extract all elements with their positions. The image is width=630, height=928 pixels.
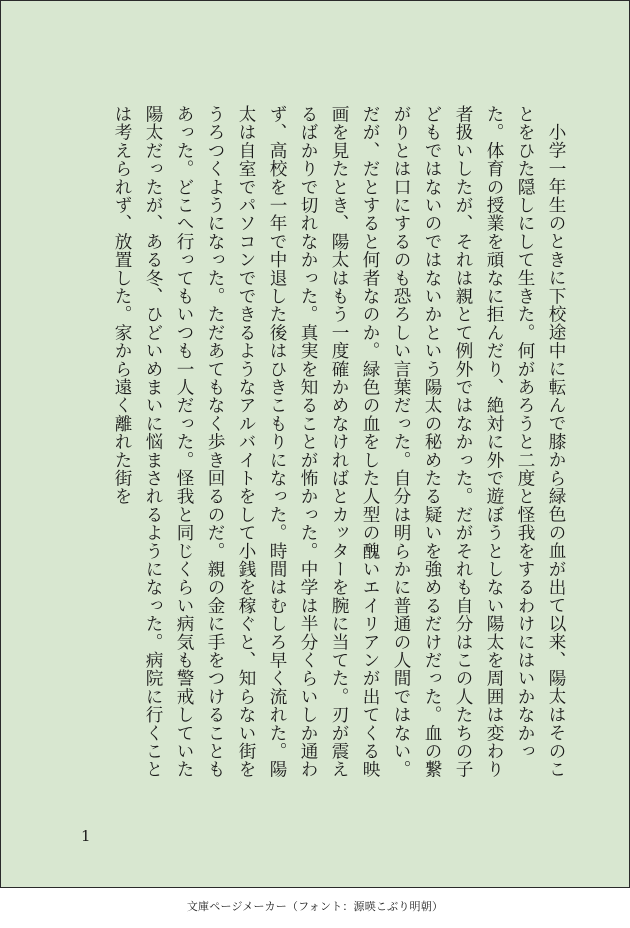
footer-credit: 文庫ページメーカー（フォント：源暎こぶり明朝） <box>186 900 444 913</box>
paragraph: 小学一年生のときに下校途中に転んで膝から緑色の血が出て以来、陽太はそのことをひた隠しにして生きた。何があろうと二度と怪我をするわけにはいかなかった。体育の授業を頑なに拒んだり、絶対に外で遊ぼうとしない陽太を周囲は変わり者扱いしたが、それは親とて例外ではなかった。だがそれも自分はこの人たちの子どもではないのではないかという陽太の秘めたる疑いを強めるだけだった。血の繋がりとは口にするのも恐ろしい言葉だった。自分は明らかに普通の人間ではない。だが、だとすると何者なのか。緑色の血をした人型の醜いエイリアンが出てくる映画を見たとき、陽太はもう一度確かめなければとカッターを腕に当てた。刃が震えるばかりで切れなかった。真実を知ることが怖かった。中学は半分くらいしか通わず、高校を一年で中退した後はひきこもりになった。時間はむしろ早く流れた。陽太は自室でパソコンでできるようなアルバイトをして小銭を稼ぐと、知らない街をうろつくようになった。ただあてもなく歩き回るのだ。親の金に手をつけることもあった。どこへ行ってもいつも一人だった。怪我と同じくらい病気も警戒していた陽太だったが、ある冬、ひどいめまいに悩まされるようになった。病院に行くことは考えられず、放置した。家から遠く離れた街を <box>112 105 566 779</box>
page-number: 1 <box>81 827 91 845</box>
body-text <box>106 105 571 795</box>
